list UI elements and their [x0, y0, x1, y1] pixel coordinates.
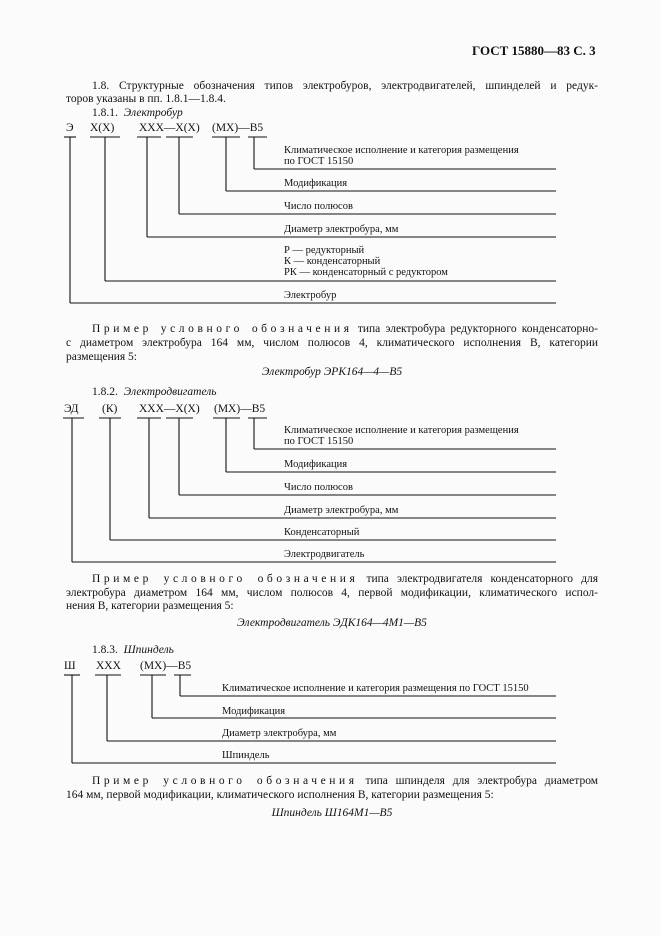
s3-example-code: Шпиндель Ш164М1—В5: [271, 807, 393, 819]
s1-caption-type-rk: РК — конденсаторный с редуктором: [284, 267, 448, 278]
s1-code-type: Х(Х): [90, 122, 115, 134]
s3-example-text-1: типа шпинделя для электробура диаметром: [365, 775, 598, 787]
s1-example-line-3: размещения 5:: [66, 351, 137, 363]
s2-example-text-1: типа электродвигателя конденсаторного для: [366, 573, 598, 585]
s1-example-code: Электробур ЭРК164—4—В5: [261, 366, 403, 378]
s1-caption-climate-1: Климатическое исполнение и категория размещения: [284, 145, 519, 156]
s3-title: Шпиндель: [123, 644, 174, 656]
s1-title: Электробур: [123, 107, 183, 119]
s2-code-mod-climate: (МХ)—В5: [214, 403, 266, 415]
s2-code-ed: ЭД: [64, 403, 79, 415]
s2-code-diam-poles: ХХХ—Х(Х): [139, 403, 200, 415]
s2-example-line-2: электробура диаметром 164 мм, числом полюсов 4, первой модификации, климатического испол-: [66, 587, 598, 599]
s1-caption-climate-2: по ГОСТ 15150: [284, 156, 354, 167]
s2-caption-condenser: Конденсаторный: [284, 527, 360, 538]
s1-example-line-2: с диаметром электробура 164 мм, числом полюсов 4, климатического исполнения В, категории: [66, 337, 598, 349]
s1-caption-diameter: Диаметр электробура, мм: [284, 224, 399, 235]
s1-caption-type-r: Р — редукторный: [284, 245, 365, 256]
s1-caption-base: Электробур: [284, 290, 337, 301]
s2-code-k: (К): [102, 403, 118, 415]
s3-caption-modification: Модификация: [222, 706, 286, 717]
s3-example-lead: Пример условного обозначения: [92, 775, 358, 787]
page-header: ГОСТ 15880—83 С. 3: [472, 43, 596, 58]
s2-number: 1.8.2.: [92, 386, 118, 398]
s2-caption-base: Электродвигатель: [284, 549, 365, 560]
s2-example-line-3: нения В, категории размещения 5:: [66, 600, 234, 612]
intro-line-2: торов указаны в пп. 1.8.1—1.8.4.: [66, 93, 226, 105]
s3-example-line-1: [92, 775, 598, 788]
s1-code-diam-poles: ХХХ—Х(Х): [139, 122, 200, 134]
s3-code-sh: Ш: [64, 660, 76, 672]
s1-example-lead: Пример условного обозначения: [92, 323, 353, 335]
s3-example-line-2: 164 мм, первой модификации, климатического исполнения В, категории размещения 5:: [66, 789, 494, 801]
s1-example-text-1: типа электробура редукторного конденсаторно-: [357, 323, 598, 335]
intro-line-1: 1.8. Структурные обозначения типов электробуров, электродвигателей, шпинделей и редук-: [92, 80, 598, 92]
s3-caption-diameter: Диаметр электробура, мм: [222, 728, 337, 739]
s2-example-lead: Пример условного обозначения: [92, 573, 359, 585]
s1-code-mod-climate: (МХ)—В5: [212, 122, 264, 134]
s3-caption-climate: Климатическое исполнение и категория размещения по ГОСТ 15150: [222, 683, 529, 694]
s2-example-code: Электродвигатель ЭДК164—4М1—В5: [237, 617, 427, 629]
s2-caption-climate-2: по ГОСТ 15150: [284, 436, 354, 447]
s3-caption-base: Шпиндель: [222, 750, 270, 761]
s1-code-e: Э: [66, 122, 74, 134]
s1-caption-modification: Модификация: [284, 178, 348, 189]
s1-caption-type-k: К — конденсаторный: [284, 256, 381, 267]
s3-number: 1.8.3.: [92, 644, 118, 656]
s2-caption-poles: Число полюсов: [284, 482, 353, 493]
s1-caption-poles: Число полюсов: [284, 201, 353, 212]
s2-caption-climate-1: Климатическое исполнение и категория размещения: [284, 425, 519, 436]
s2-caption-modification: Модификация: [284, 459, 348, 470]
s2-caption-diameter: Диаметр электробура, мм: [284, 505, 399, 516]
s3-code-mod-climate: (МХ)—В5: [140, 660, 192, 672]
s1-number: 1.8.1.: [92, 107, 118, 119]
s3-code-diam: ХХХ: [96, 660, 121, 672]
s2-title: Электродвигатель: [123, 386, 217, 398]
